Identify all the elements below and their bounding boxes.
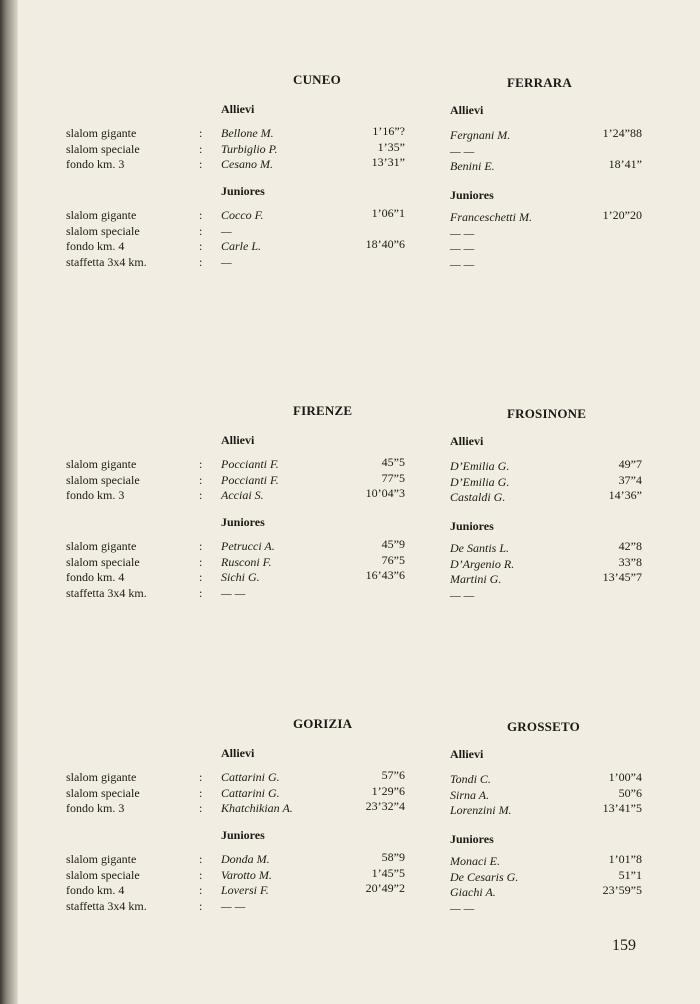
colon-separator: : <box>199 898 203 913</box>
event-label: slalom speciale <box>66 223 140 238</box>
province-heading: FERRARA <box>507 75 572 90</box>
athlete-name: Carle L. <box>221 239 262 253</box>
event-label: slalom speciale <box>66 472 140 487</box>
athlete-name: Benini E. <box>450 159 495 173</box>
result-time: 14’36” <box>608 488 642 502</box>
colon-separator: : <box>199 488 203 502</box>
athlete-name: Turbiglio P. <box>221 141 278 156</box>
athlete-name: — <box>221 254 232 269</box>
colon-separator: : <box>199 867 203 882</box>
province-heading: GROSSETO <box>507 719 580 734</box>
category-heading: Allievi <box>450 103 484 117</box>
athlete-name: Monaci E. <box>450 854 500 868</box>
event-label: fondo km. 4 <box>66 239 125 253</box>
colon-separator: : <box>199 141 203 156</box>
colon-separator: : <box>199 852 203 866</box>
colon-separator: : <box>199 785 203 800</box>
athlete-name: — — <box>450 256 475 271</box>
result-time: 37”4 <box>618 472 642 487</box>
province-heading: GORIZIA <box>293 716 353 731</box>
result-time: 13’31” <box>371 155 405 169</box>
athlete-name: D’Emilia G. <box>450 459 510 473</box>
athlete-name: — — <box>450 225 475 240</box>
colon-separator: : <box>199 223 203 238</box>
event-label: fondo km. 3 <box>66 157 125 171</box>
category-heading: Allievi <box>450 747 484 761</box>
result-time: 18’41” <box>608 157 642 171</box>
event-label: fondo km. 3 <box>66 488 125 502</box>
result-time: 1’20”20 <box>602 208 642 222</box>
athlete-name: Cattarini G. <box>221 770 280 784</box>
category-heading: Allievi <box>450 434 484 448</box>
event-label: slalom gigante <box>66 208 137 222</box>
athlete-name: Loversi F. <box>221 883 269 897</box>
athlete-name: De Santis L. <box>450 541 510 555</box>
result-time: 51”1 <box>618 867 642 882</box>
athlete-name: Varotto M. <box>221 867 272 882</box>
colon-separator: : <box>199 157 203 171</box>
athlete-name: — — <box>450 143 475 158</box>
athlete-name: — — <box>221 898 246 913</box>
event-label: slalom gigante <box>66 539 137 553</box>
category-heading: Allievi <box>221 102 255 116</box>
event-label: slalom gigante <box>66 126 137 140</box>
colon-separator: : <box>199 585 203 600</box>
results-section-1 <box>0 403 700 643</box>
page-number: 159 <box>612 937 636 954</box>
colon-separator: : <box>199 254 203 269</box>
event-label: fondo km. 4 <box>66 883 125 897</box>
result-time: 1’00”4 <box>608 770 642 784</box>
result-time: 1’45”5 <box>371 865 405 880</box>
results-section-2 <box>0 716 700 956</box>
colon-separator: : <box>199 770 203 784</box>
result-time: 50”6 <box>618 785 642 800</box>
athlete-name: Poccianti F. <box>221 457 279 471</box>
result-time: 18’40”6 <box>365 237 405 251</box>
athlete-name: D’Argenio R. <box>450 556 515 571</box>
result-time: 45”9 <box>381 537 405 551</box>
category-heading: Juniores <box>221 184 265 198</box>
category-heading: Allievi <box>221 746 255 760</box>
result-time: 1’01”8 <box>608 852 642 866</box>
event-label: slalom speciale <box>66 785 140 800</box>
athlete-name: Donda M. <box>221 852 270 866</box>
province-heading: FIRENZE <box>293 403 353 418</box>
athlete-name: Khatchikian A. <box>221 801 293 815</box>
colon-separator: : <box>199 554 203 569</box>
colon-separator: : <box>199 539 203 553</box>
category-heading: Allievi <box>221 433 255 447</box>
results-section-0 <box>0 72 700 312</box>
category-heading: Juniores <box>450 519 494 533</box>
colon-separator: : <box>199 570 203 584</box>
event-label: fondo km. 4 <box>66 570 125 584</box>
athlete-name: Petrucci A. <box>221 539 275 553</box>
athlete-name: Cesano M. <box>221 157 273 171</box>
category-heading: Juniores <box>450 832 494 846</box>
event-label: slalom speciale <box>66 141 140 156</box>
category-heading: Juniores <box>450 188 494 202</box>
colon-separator: : <box>199 457 203 471</box>
colon-separator: : <box>199 126 203 140</box>
result-time: 1’06”1 <box>371 206 405 220</box>
athlete-name: — <box>221 223 232 238</box>
result-time: 33”8 <box>618 554 642 569</box>
event-label: slalom speciale <box>66 554 140 569</box>
category-heading: Juniores <box>221 515 265 529</box>
athlete-name: Sichi G. <box>221 570 260 584</box>
athlete-name: — — <box>450 241 475 255</box>
athlete-name: Giachi A. <box>450 885 496 899</box>
result-time: 77”5 <box>381 470 405 485</box>
athlete-name: Tondi C. <box>450 772 491 786</box>
result-time: 1’16”? <box>372 124 405 138</box>
result-time: 10’04”3 <box>365 486 405 500</box>
result-time: 58”9 <box>381 850 405 864</box>
result-time: 23’59”5 <box>602 883 642 897</box>
result-time: 20’49”2 <box>365 881 405 895</box>
athlete-name: D’Emilia G. <box>450 474 510 489</box>
athlete-name: Poccianti F. <box>221 472 279 487</box>
colon-separator: : <box>199 472 203 487</box>
result-time: 57”6 <box>381 768 405 782</box>
result-time: 23’32”4 <box>365 799 405 813</box>
athlete-name: — — <box>450 900 475 915</box>
category-heading: Juniores <box>221 828 265 842</box>
result-time: 13’41”5 <box>602 801 642 815</box>
province-heading: FROSINONE <box>507 406 587 421</box>
colon-separator: : <box>199 883 203 897</box>
event-label: slalom gigante <box>66 457 137 471</box>
athlete-name: Cattarini G. <box>221 785 280 800</box>
result-time: 1’24”88 <box>602 126 642 140</box>
event-label: staffetta 3x4 km. <box>66 898 147 913</box>
result-time: 1’29”6 <box>371 783 405 798</box>
result-time: 76”5 <box>381 552 405 567</box>
event-label: slalom gigante <box>66 852 137 866</box>
result-time: 16’43”6 <box>365 568 405 582</box>
athlete-name: Cocco F. <box>221 208 264 222</box>
province-heading: CUNEO <box>293 72 341 87</box>
event-label: slalom gigante <box>66 770 137 784</box>
colon-separator: : <box>199 239 203 253</box>
result-time: 49”7 <box>618 457 642 471</box>
result-time: 1’35” <box>377 139 405 154</box>
event-label: fondo km. 3 <box>66 801 125 815</box>
athlete-name: Sirna A. <box>450 787 490 802</box>
athlete-name: Franceschetti M. <box>450 210 532 224</box>
athlete-name: Bellone M. <box>221 126 274 140</box>
colon-separator: : <box>199 208 203 222</box>
colon-separator: : <box>199 801 203 815</box>
athlete-name: Castaldi G. <box>450 490 506 504</box>
athlete-name: Fergnani M. <box>450 128 511 142</box>
event-label: slalom speciale <box>66 867 140 882</box>
result-time: 45”5 <box>381 455 405 469</box>
athlete-name: Rusconi F. <box>221 554 272 569</box>
athlete-name: — — <box>221 585 246 600</box>
event-label: staffetta 3x4 km. <box>66 254 147 269</box>
athlete-name: De Cesaris G. <box>450 869 519 884</box>
athlete-name: — — <box>450 587 475 602</box>
event-label: staffetta 3x4 km. <box>66 585 147 600</box>
athlete-name: Lorenzini M. <box>450 803 512 817</box>
athlete-name: Martini G. <box>450 572 502 586</box>
result-time: 13’45”7 <box>602 570 642 584</box>
result-time: 42”8 <box>618 539 642 553</box>
athlete-name: Acciai S. <box>221 488 264 502</box>
